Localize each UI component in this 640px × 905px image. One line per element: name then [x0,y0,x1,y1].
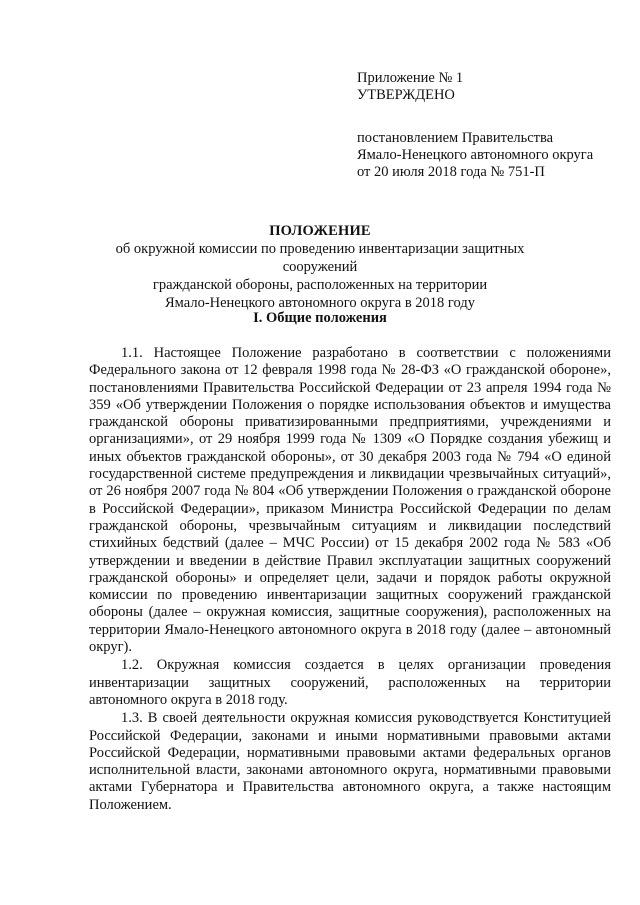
document-subtitle-line-3: Ямало-Ненецкого автономного округа в 2018 году [165,295,475,311]
document-body [89,345,611,815]
approval-gap [357,104,617,130]
resolution-line: постановлением Правительства [357,130,554,146]
paragraph-1-1: 1.1. Настоящее Положение разработано в соответствии с положениями Федерального закона от 12 февраля 1998 года № 28-ФЗ «О гражданской обороне», постановлениями Правительства Российской Федерации от 23 апреля 1994 года № 359 «Об утверждении Положения о порядке использования объектов и имущества гражданской обороны приватизированными предприятиями, учреждениями и организациями», от 29 ноября 1999 года № 1309 «О Порядке создания убежищ и иных объектов гражданской обороны», от 30 декабря 2003 года № 794 «О единой государственной системе предупреждения и ликвидации чрезвычайных ситуаций», от 26 ноября 2007 года № 804 «Об утверждении Положения о гражданской обороне в Российской Федерации», приказом Министра Российской Федерации по делам гражданской обороны, чрезвычайным ситуациям и ликвидации последствий стихийных бедствий (далее – МЧС России) от 15 декабря 2002 года № 583 «Об утверждении и введении в действие Правил эксплуатации защитных сооружений гражданской обороны» и определяет цели, задачи и порядок работы окружной комиссии по проведению инвентаризации защитных сооружений гражданской обороны (далее – окружная комиссия, защитные сооружения), расположенных на территории Ямало-Ненецкого автономного округа в 2018 году (далее – автономный округ). [89,345,611,656]
document-subtitle-line-2: гражданской обороны, расположенных на территории [152,277,488,293]
paragraph-1-2: 1.2. Окружная комиссия создается в целях организации проведения инвентаризации защитных сооружений, расположенных на территории автономного округа в 2018 году. [89,657,611,708]
document-title: ПОЛОЖЕНИЕ [269,223,371,239]
section-title: I. Общие положения [253,310,387,326]
approval-block [357,70,617,181]
document-subtitle-line-1: об окружной комиссии по проведению инвентаризации защитных сооружений [115,241,525,275]
approved-label: УТВЕРЖДЕНО [357,87,455,103]
appendix-number: Приложение № 1 [357,70,464,86]
resolution-date: от 20 июля 2018 года № 751-П [357,164,545,180]
region-line: Ямало-Ненецкого автономного округа [357,147,594,163]
document-heading [80,222,560,312]
paragraph-1-3: 1.3. В своей деятельности окружная комиссия руководствуется Конституцией Российской Федерации, законами и иными нормативными правовыми актами Российской Федерации, нормативными правовыми актами федеральных органов исполнительной власти, законами автономного округа, нормативными правовыми актами Губернатора и Правительства автономного округа, а также настоящим Положением. [89,710,611,813]
